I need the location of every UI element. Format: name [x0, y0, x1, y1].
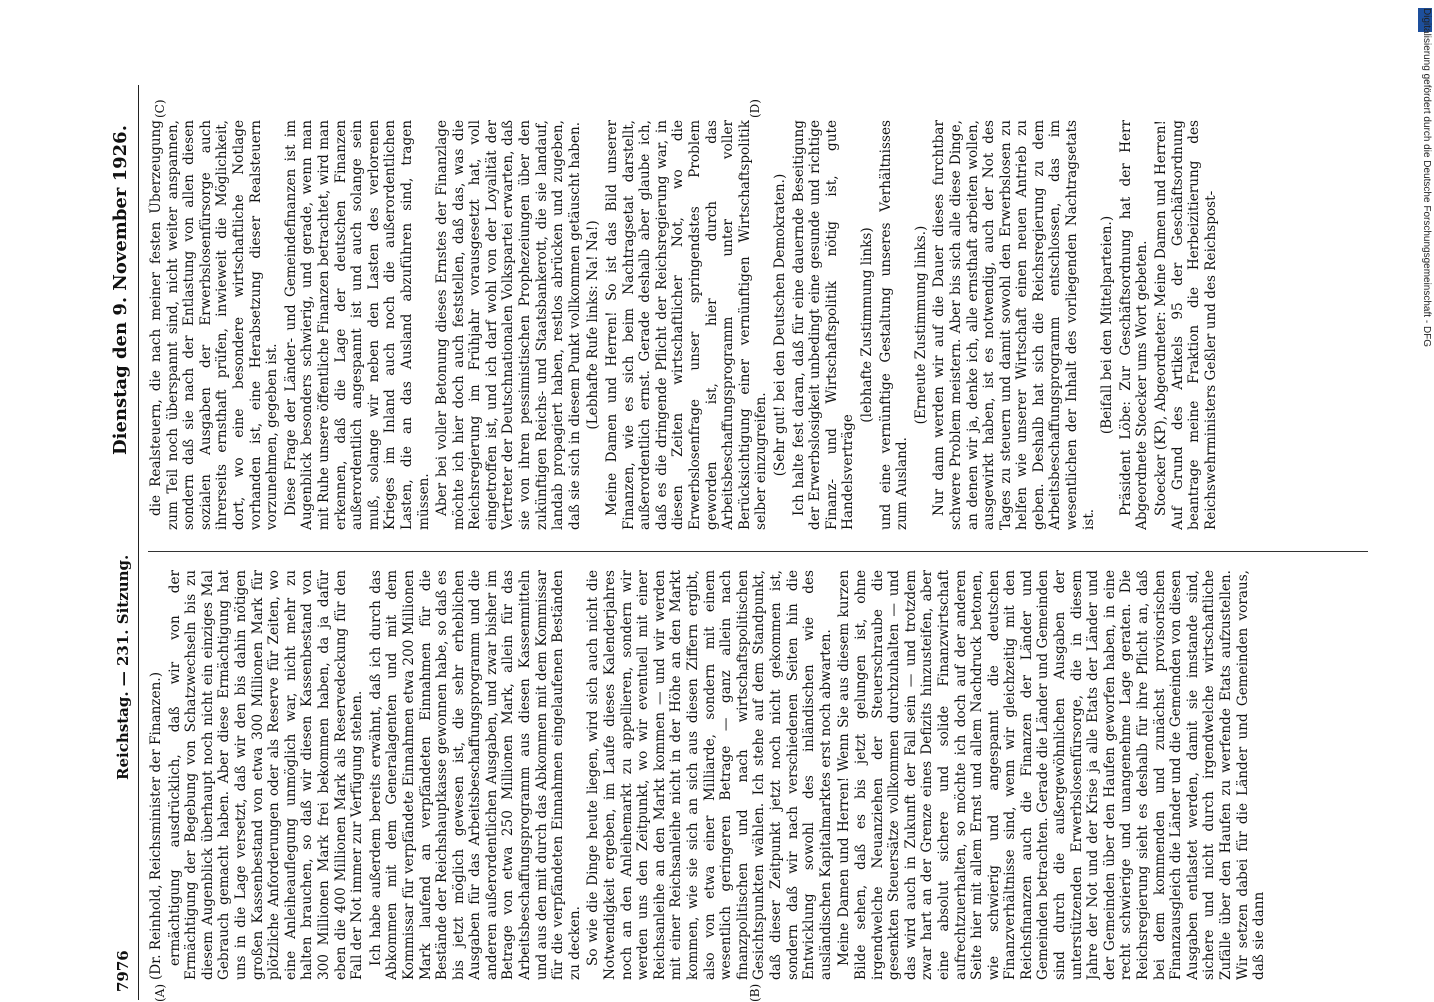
paragraph: Ich halte fest daran, daß für eine dauernde Beseitigung der Erwerbslosigkeit unbedingt eine gesunde und richtige Finanz- und Wirtschaftspolitik nötig ist, gute Handelsverträge — [790, 120, 857, 530]
page-number: 7976 — [114, 950, 132, 992]
paragraph: Nur dann werden wir auf die Dauer dieses furchtbar schwere Problem meistern. Aber bis sich alle diese Dinge, an denen wir ja, denke ich, alle ernsthaft arbeiten wollen, ausgewirkt haben, ist es notwendig, auch der Not des Tages zu steuern und damit sowohl den Erwerbslosen zu helfen wie unserer Wirtschaft einen neuen Antrieb zu geben. Deshalb hat sich die Reichsregierung zu dem Arbeitsbeschaffungsprogramm entschlossen, das im wesentlichen der Inhalt des vorliegenden Nachtragsetats ist. — [931, 120, 1097, 530]
paragraph: Diese Frage der Länder- und Gemeindefinanzen ist im Augenblick besonders schwierig, und gerade, wenn man mit Ruhe unsere öffentliche Finanzen betrachtet, wird man erkennen, daß die Lage der deutschen Finanzen außerordentlich angespannt ist und auch solange sein muß, solange wir neben den Lasten des verlorenen Krieges im Inland auch noch die außerordentlichen Lasten, die an das Ausland abzuführen sind, tragen müssen. — [282, 120, 432, 530]
margin-mark-a: (A) — [153, 983, 167, 1002]
header-rule — [138, 85, 139, 1000]
right-column — [148, 120, 1398, 530]
session-title: Reichstag. — 231. Sitzung. — [114, 554, 132, 780]
left-column — [148, 570, 1398, 980]
interjection: (Erneute Zustimmung links.) — [912, 225, 929, 425]
margin-mark-d: (D) — [748, 99, 762, 118]
rotated-page-content — [108, 85, 1408, 1000]
paragraph: So wie die Dinge heute liegen, wird sich auch nicht die Notwendigkeit ergeben, im Laufe dieses Kalenderjahres noch an den Anleihemarkt zu appellieren, sondern wir werden uns den Zeitpunkt, wo wir eventuell mit einer Reichsanleihe an den Markt kommen — und wir werden mit einer Reichsanleihe nicht in der Höhe an den Markt kommen, wie sie sich an sich aus diesen Ziffern ergibt, also von etwa einer Milliarde, sondern mit einem wesentlich geringeren Betrage — ganz allein nach finanzpolitischen und nach wirtschaftspolitischen Gesichtspunkten wählen. Ich stehe auf dem Standpunkt, daß dieser Zeitpunkt jetzt noch nicht gekommen ist, sondern daß wir nach verschiedenen Seiten hin die Entwicklung sowohl des inländischen wie des ausländischen Kapitalmarktes erst noch abwarten. — [585, 570, 834, 980]
credit-text: Digitalisierung gefördert durch die Deutsche Forschungsgemeinschaft - DFG — [1421, 8, 1432, 348]
paragraph: Meine Damen und Herren! Wenn Sie aus diesem kurzen Bilde sehen, daß es bis jetzt gelungen ist, ohne irgendwelche Neuanziehen der Steuerschraube die gesenkten Steuersätze vollkommen durchzuhalten — und das wird auch in Zukunft der Fall sein — und trotzdem zwar hart an der Grenze eines Defizits hinzusteifen, aber eine absolut sichere und solide Finanzwirtschaft aufrechtzuerhalten, so möchte ich doch auf der anderen Seite hier mit allem Ernst und allem Nachdruck betonen, wie schwierig und angespannt die deutschen Finanzverhältnisse sind, wenn wir gleichzeitig mit den Reichsfinanzen auch die Finanzen der Länder und Gemeinden betrachten. Gerade die Länder und Gemeinden sind durch die außergewöhnlichen Ausgaben der unterstützenden Erwerbslosenfürsorge, die in diesem Jahre der Not und der Krise ja alle Etats der Länder und der Gemeinden über den Haufen geworfen haben, in eine recht schwierige und unangenehme Lage geraten. Die Reichsregierung sieht es deshalb für ihre Pflicht an, daß bei dem kommenden und zunächst provisorischen Finanzausgleich die Länder und die Gemeinden von diesen Ausgaben entlastet werden, damit sie imstande sind, sichere und nicht durch irgendwelche wirtschaftliche Zufälle über den Haufen zu werfende Etats aufzustellen. Wir setzen dabei für die Länder und Gemeinden voraus, daß sie dann — [836, 570, 1268, 980]
interjection: (Beifall bei den Mittelparteien.) — [1099, 215, 1116, 435]
paragraph: und eine vernünftige Gestaltung unseres Verhältnisses zum Ausland. — [877, 120, 911, 530]
scanned-document-page — [108, 85, 1408, 1000]
paragraph: die Realsteuern, die nach meiner festen Überzeugung zum Teil noch überspannt sind, nicht weiter anspannen, sondern daß sie nach der Entlastung von allen diesen sozialen Ausgaben der Erwerbslosenfürsorge auch ihrerseits ernsthaft prüfen, inwieweit die Möglichkeit, dort, wo eine besondere wirtschaftliche Notlage vorhanden ist, eine Herabsetzung dieser Realsteuern vorzunehmen, gegeben ist. — [148, 120, 281, 530]
session-date: Dienstag den 9. November 1926. — [110, 125, 131, 455]
paragraph: ermächtigung ausdrücklich, daß wir von der Ermächtigung der Begebung von Schatzwechseln bis zu diesem Augenblick überhaupt noch nicht ein einziges Mal Gebrauch gemacht haben. Aber diese Ermächtigung hat uns in die Lage versetzt, daß wir den bis dahin nötigen großen Kassenbestand von etwa 300 Millionen Mark für plötzliche Anforderungen oder als Reserve für Zeiten, wo eine Anleiheauflegung unmöglich war, nicht mehr zu halten brauchen, so daß wir diesen Kassenbestand von 300 Millionen Mark frei bekommen haben, da ja dafür eben die 400 Millionen Mark als Reservedeckung für den Fall der Not immer zur Verfügung stehen. — [166, 570, 366, 980]
digitization-credit — [1418, 8, 1432, 728]
margin-mark-c: (C) — [153, 99, 167, 118]
paragraph: Stoecker (KP), Abgeordneter: Meine Damen und Herren! Auf Grund des Artikels 95 der Geschäftsordnung beantrage meine Fraktion die Herbeizitierung des Reichswehrministers Geßler und des Reichspost- — [1153, 120, 1219, 530]
paragraph: Meine Damen und Herren! So ist das Bild unserer Finanzen, wie es sich beim Nachtragsetat darstellt, außerordentlich ernst. Gerade deshalb aber glaube ich, daß es die dringende Pflicht der Reichsregierung war, in diesen Zeiten wirtschaftlicher Not, wo die Erwerbslosenfrage unser springendstes Problem geworden ist, hier durch das Arbeitsbeschaffungsprogramm unter voller Berücksichtigung einer vernünftigen Wirtschaftspolitik selber einzugreifen. — [604, 120, 770, 530]
page-header — [108, 85, 136, 1000]
column-separator — [148, 551, 1368, 552]
paragraph: Ich habe außerdem bereits erwähnt, daß ich durch das Abkommen mit dem Generalagenten und mit dem Kommissar für verpfändete Einnahmen etwa 200 Millionen Mark laufend an verpfändeten Einnahmen für die Bestände der Reichshauptkasse gewonnen habe, so daß es bis jetzt möglich gewesen ist, die sehr erheblichen Ausgaben für das Arbeitsbeschaffungsprogramm und die anderen außerordentlichen Ausgaben, und zwar bisher im Betrage von etwa 250 Millionen Mark, allein für das Arbeitsbeschaffungsprogramm aus diesen Kassenmitteln und aus den mit durch das Abkommen mit dem Kommissar für die verpfändeten Einnahmen eingelaufenen Beständen zu decken. — [367, 570, 583, 980]
margin-mark-b: (B) — [748, 983, 762, 1002]
interjection: (Lebhafte Rufe links: Na! Na!) — [585, 220, 602, 430]
interjection: (lebhafte Zustimmung links) — [858, 227, 875, 423]
paragraph: Präsident Löbe: Zur Geschäftsordnung hat der Herr Abgeordnete Stoecker ums Wort gebeten. — [1117, 120, 1151, 530]
paragraph: Aber bei voller Betonung dieses Ernstes der Finanzlage möchte ich hier doch auch feststellen, daß das, was die Reichsregierung im Frühjahr vorausgesetzt hat, voll eingetroffen ist, und ich darf wohl von der Loyalität der Vertreter der Deutschnationalen Volkspartei erwarten, daß sie von ihren pessimistischen Prophezeiungen über den zukünftigen Reichs- und Staatsbankerott, die sie landauf, landab propagiert haben, restlos abrücken und zugeben, daß sie sich in diesem Punkt vollkommen getäuscht haben. — [434, 120, 583, 530]
speaker-line: (Dr. Reinhold, Reichsminister der Finanzen.) — [148, 671, 164, 980]
interjection: (Sehr gut! bei den Deutschen Demokraten.) — [771, 173, 788, 477]
